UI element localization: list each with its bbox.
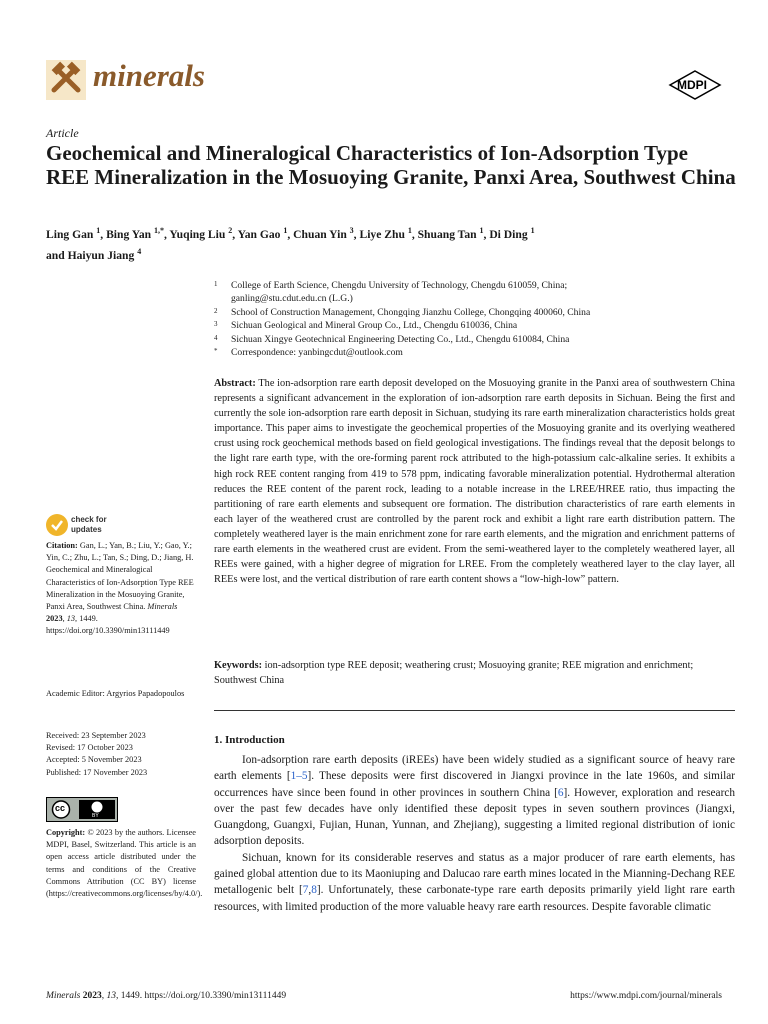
affiliation: 1 College of Earth Science, Chengdu University of Technology, Chengdu 610059, China; xyxy=(214,280,568,291)
journal-logo xyxy=(46,60,86,100)
paragraph: Sichuan, known for its considerable reserves and status as a major producer of rare earth elements, has gained global attention due to its Maoniuping and Dalucao rare earth mines located in the Mianning-Dechang REE metallogenic belt [7,8]. Unfortunately, these carbonate-type rare earth deposits primarily yield light rare earth resources, with limited production of the more valuable heavy rare earth resources. Despite favorable climatic xyxy=(214,851,735,913)
journal-name[interactable]: minerals xyxy=(93,58,205,93)
copyright-text: © 2023 by the authors. Licensee MDPI, Basel, Switzerland. This article is an open access article distributed under the terms and conditions of the Creative Commons Attribution (CC BY) license (https://creativecommons.org/licenses/by/4.0/). xyxy=(46,828,203,899)
author[interactable]: Yuqing Liu $^2$ xyxy=(169,226,233,241)
citation-link[interactable]: 7 xyxy=(302,884,309,897)
keywords xyxy=(214,658,735,688)
publisher-logo[interactable] xyxy=(668,70,722,100)
author[interactable]: Haiyun Jiang $^4$ xyxy=(67,246,142,262)
history-dates xyxy=(46,730,196,779)
cc-by-license-badge[interactable] xyxy=(46,797,118,822)
section-heading: 1. Introduction xyxy=(214,734,285,746)
section-divider xyxy=(214,710,735,711)
affiliation: 3 Sichuan Geological and Mineral Group Co., Ltd., Chengdu 610036, China xyxy=(214,320,518,332)
cc-by-label: BY xyxy=(92,813,99,819)
citation-link[interactable]: 1–5 xyxy=(290,770,308,783)
paragraph: Ion-adsorption rare earth deposits (iREEs) have been widely studied as a significant source of heavy rare earth elements [1–5]. These deposits were first discovered in Jiangxi province in the late 1960s, and similar occurrences have since been found in other provinces in southern China [6]. However, exploration and research over the past few decades have only identified these deposit types in seven southern provinces (Jiangxi, Guangdong, Guangxi, Fujian, Hunan, Yunnan, and Zhejiang), suggesting a limited regional distribution of ionic adsorption deposits. xyxy=(214,754,736,848)
paper-title: Geochemical and Mineralogical Characteristics of Ion-Adsorption Type REE Mineralization in the Mosuoying Granite, Panxi Area, Southwest China xyxy=(46,141,736,189)
abstract xyxy=(214,376,735,587)
published-date: Published: 17 November 2023 xyxy=(46,767,148,777)
revised-date: Revised: 17 October 2023 xyxy=(46,743,133,753)
accepted-date: Accepted: 5 November 2023 xyxy=(46,755,142,765)
citation-link[interactable]: 8 xyxy=(311,884,317,897)
affiliation: 4 Sichuan Xingye Geotechnical Engineering Detecting Co., Ltd., Chengdu 610084, China xyxy=(214,333,570,345)
affiliation: ganling@stu.cdut.edu.cn (L.G.) xyxy=(231,293,353,305)
author[interactable]: Chuan Yin $^3$ xyxy=(293,226,354,241)
author[interactable]: Ling Gan $^1$ xyxy=(46,226,101,241)
citation-label: Citation: xyxy=(46,541,78,550)
article-type: Article xyxy=(46,126,79,140)
keywords-label: Keywords: xyxy=(214,660,263,671)
citation-text: Gan, L.; Yan, B.; Liu, Y.; Gao, Y.; Yin, C.; Zhu, L.; Tan, S.; Ding, D.; Jiang, H. Geochemical and Mineralogical Characteristics of Ion-Adsorption Type REE Mineralization in the Mosuoying Granite, Panxi Area, Southwest China. xyxy=(46,541,194,612)
abstract-label: Abstract: xyxy=(214,378,256,389)
affiliations xyxy=(214,279,734,359)
received-date: Received: 23 September 2023 xyxy=(46,731,146,740)
copyright-label: Copyright: xyxy=(46,828,86,837)
check-updates-line2: updates xyxy=(71,524,102,534)
author[interactable]: Liye Zhu $^1$ xyxy=(359,226,412,241)
citation-link[interactable]: 6 xyxy=(557,786,564,799)
author-list: Ling Gan $^1$, Bing Yan $^{1,*}$, Yuqing Liu $^2$, Yan Gao $^1$, Chuan Yin $^3$, Liye Zhu $^1$, Shuang Tan $^1$, Di Ding $^1$ and Haiyun Jiang $^4$ xyxy=(46,226,535,262)
copyright-notice xyxy=(46,827,203,900)
author[interactable]: Yan Gao $^1$ xyxy=(237,226,288,241)
cc-label: cc xyxy=(55,803,66,813)
academic-editor: Academic Editor: Argyrios Papadopoulos xyxy=(46,689,185,698)
citation-block: Citation: Gan, L.; Yan, B.; Liu, Y.; Gao, Y.; Yin, C.; Zhu, L.; Tan, S.; Ding, D.; Jiang, H. Geochemical and Mineralogical Characteristics of Ion-Adsorption Type REE Mineralization in the Mosuoying Granite, Panxi Area, Southwest China. Minerals 2023, 13, 1449. https://doi.org/10.3390/min13111449 xyxy=(46,541,194,636)
introduction-body xyxy=(214,752,735,915)
check-updates-icon xyxy=(46,514,68,536)
footer-doi[interactable]: , 1449. https://doi.org/10.3390/min13111449 xyxy=(115,991,287,1001)
citation-doi[interactable]: , 1449. https://doi.org/10.3390/min13111449 xyxy=(46,614,170,636)
author[interactable]: Bing Yan $^{1,*}$ xyxy=(106,226,164,241)
affiliation: 2 School of Construction Management, Chongqing Jianzhu College, Chongqing 400060, China xyxy=(214,306,591,318)
publisher-name: MDPI xyxy=(677,78,707,92)
crossed-hammers-icon xyxy=(46,60,86,100)
keywords-text: ion-adsorption type REE deposit; weathering crust; Mosuoying granite; REE migration and enrichment; Southwest China xyxy=(214,660,694,687)
author[interactable]: Di Ding $^1$ xyxy=(489,226,535,241)
check-updates-line1: check for xyxy=(71,515,107,524)
footer-journal-url[interactable]: https://www.mdpi.com/journal/minerals xyxy=(570,991,722,1001)
abstract-text: The ion-adsorption rare earth deposit developed on the Mosuoying granite in the Panxi area of southwestern China represents a significant advancement in the exploration of ion-adsorption rare earth deposits in Sichuan. Being the first and currently the sole ion-adsorption rare earth deposit in Sichuan, studying its rare earth mineralization characteristics holds great importance. This paper aims to investigate the geochemical properties of the Mosuoying granite and its overlying weathered crust using rock geochemical methods based on field geological investigations. The findings reveal that the deposit belongs to the light rare earth type, with the ore-forming parent rock attributed to the high-potassium calc-alkaline series. It exhibits a high rock REE content ranging from 419 to 578 ppm, indicating favorable mineralization potential. Hydrothermal alteration reduces the REE content of the parent rock, leading to a notable increase in the LREE/HREE ratio, thus impacting the partitioning of rare earth elements and subsequent ore formation. The distribution characteristics of rare earth elements in each layer of the weathered crust are controlled by the parent rock and exhibit a light rare earth distribution pattern. The completely weathered layer is the main enrichment zone for rare earth elements, and the migration and enrichment patterns of rare earth elements in the weathered crust are evident. From the semi-weathered layer to the completely weathered layer, all REEs were gained, with a higher degree of migration for LREE. From the completely weathered layer to the clay layer, all REEs were lost, and the vertical distribution of rare earth content shows a “low-high-low” pattern. xyxy=(214,378,735,586)
correspondence[interactable]: * Correspondence: yanbingcdut@outlook.com xyxy=(214,347,403,359)
page-footer-citation: Minerals 2023, 13, 1449. https://doi.org/10.3390/min13111449 xyxy=(46,991,287,1001)
check-for-updates-badge[interactable] xyxy=(46,512,126,538)
author[interactable]: Shuang Tan $^1$ xyxy=(417,226,484,241)
